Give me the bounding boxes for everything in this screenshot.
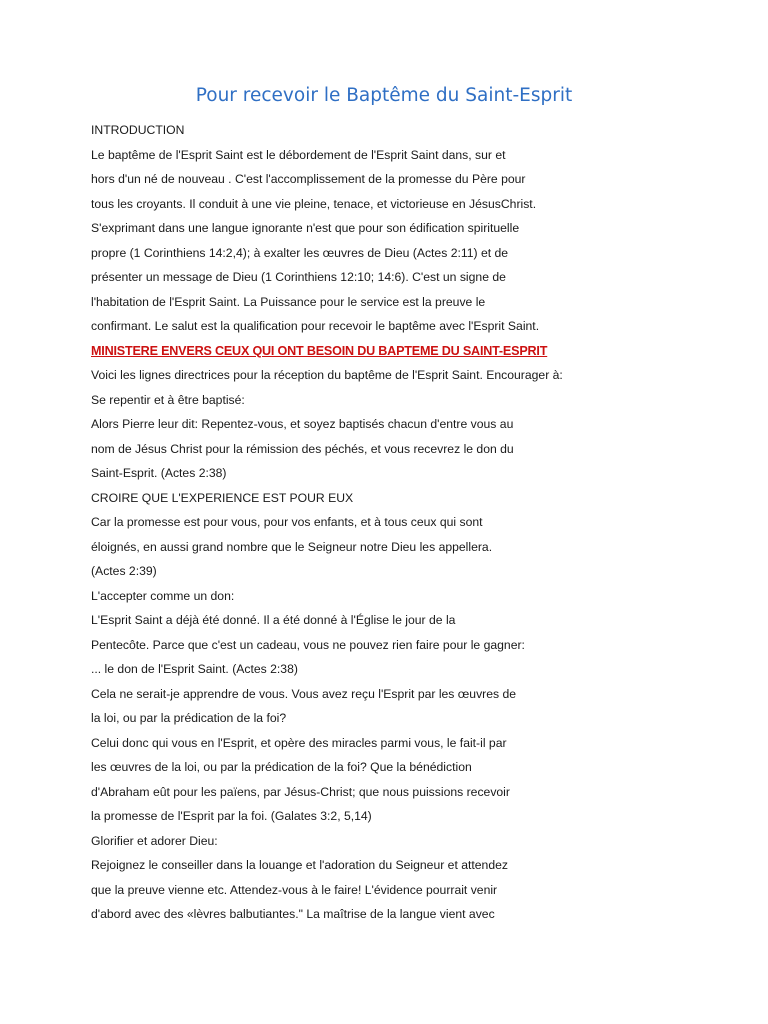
paragraph-line: d'Abraham eût pour les païens, par Jésus-Christ; que nous puissions recevoir (91, 784, 510, 799)
paragraph-line: Se repentir et à être baptisé: (91, 392, 245, 407)
paragraph-line: Celui donc qui vous en l'Esprit, et opère des miracles parmi vous, le fait-il par (91, 735, 507, 750)
paragraph-line: Le baptême de l'Esprit Saint est le débordement de l'Esprit Saint dans, sur et (91, 147, 506, 162)
section-heading-ministere: MINISTERE ENVERS CEUX QUI ONT BESOIN DU BAPTEME DU SAINT-ESPRIT (91, 343, 548, 358)
paragraph-line: L'Esprit Saint a déjà été donné. Il a été donné à l'Église le jour de la (91, 613, 456, 627)
document-title: Pour recevoir le Baptême du Saint-Esprit (195, 85, 573, 106)
paragraph-line: (Actes 2:39) (91, 564, 157, 578)
paragraph-line: la promesse de l'Esprit par la foi. (Galates 3:2, 5,14) (91, 809, 372, 823)
paragraph-line: les œuvres de la loi, ou par la prédication de la foi? Que la bénédiction (91, 760, 472, 774)
paragraph-line: confirmant. Le salut est la qualification pour recevoir le baptême avec l'Esprit Saint. (91, 319, 540, 333)
paragraph-line: Voici les lignes directrices pour la réception du baptême de l'Esprit Saint. Encourager à: (91, 368, 563, 382)
paragraph-line: Pentecôte. Parce que c'est un cadeau, vous ne pouvez rien faire pour le gagner: (91, 637, 525, 652)
paragraph-line: L'accepter comme un don: (91, 588, 235, 603)
paragraph-line: nom de Jésus Christ pour la rémission des péchés, et vous recevrez le don du (91, 441, 514, 456)
paragraph-line: Cela ne serait-je apprendre de vous. Vous avez reçu l'Esprit par les œuvres de (91, 686, 517, 701)
paragraph-line: Car la promesse est pour vous, pour vos enfants, et à tous ceux qui sont (91, 515, 483, 529)
paragraph-line: éloignés, en aussi grand nombre que le Seigneur notre Dieu les appellera. (91, 539, 493, 554)
paragraph-line: propre (1 Corinthiens 14:2,4); à exalter les œuvres de Dieu (Actes 2:11) et de (91, 245, 509, 260)
section-heading-introduction: INTRODUCTION (91, 123, 185, 137)
paragraph-line: la loi, ou par la prédication de la foi? (91, 711, 287, 725)
paragraph-line: présenter un message de Dieu (1 Corinthiens 12:10; 14:6). C'est un signe de (91, 270, 506, 284)
paragraph-line: Saint-Esprit. (Actes 2:38) (91, 466, 227, 480)
paragraph-line: S'exprimant dans une langue ignorante n'est que pour son édification spirituelle (91, 221, 520, 235)
paragraph-line: l'habitation de l'Esprit Saint. La Puissance pour le service est la preuve le (91, 294, 486, 309)
paragraph-line: Rejoignez le conseiller dans la louange et l'adoration du Seigneur et attendez (91, 858, 508, 872)
paragraph-line: que la preuve vienne etc. Attendez-vous à le faire! L'évidence pourrait venir (91, 882, 498, 897)
paragraph-line: ... le don de l'Esprit Saint. (Actes 2:38) (91, 662, 298, 676)
paragraph-line: tous les croyants. Il conduit à une vie pleine, tenace, et victorieuse en JésusChrist. (91, 196, 537, 211)
document-body (91, 120, 691, 929)
section-heading-croire: CROIRE QUE L'EXPERIENCE EST POUR EUX (91, 490, 354, 505)
paragraph-line: Alors Pierre leur dit: Repentez-vous, et soyez baptisés chacun d'entre vous au (91, 417, 514, 431)
paragraph-line: Glorifier et adorer Dieu: (91, 833, 218, 848)
paragraph-line: d'abord avec des «lèvres balbutiantes." La maîtrise de la langue vient avec (91, 907, 495, 921)
paragraph-line: hors d'un né de nouveau . C'est l'accomplissement de la promesse du Père pour (91, 172, 526, 186)
